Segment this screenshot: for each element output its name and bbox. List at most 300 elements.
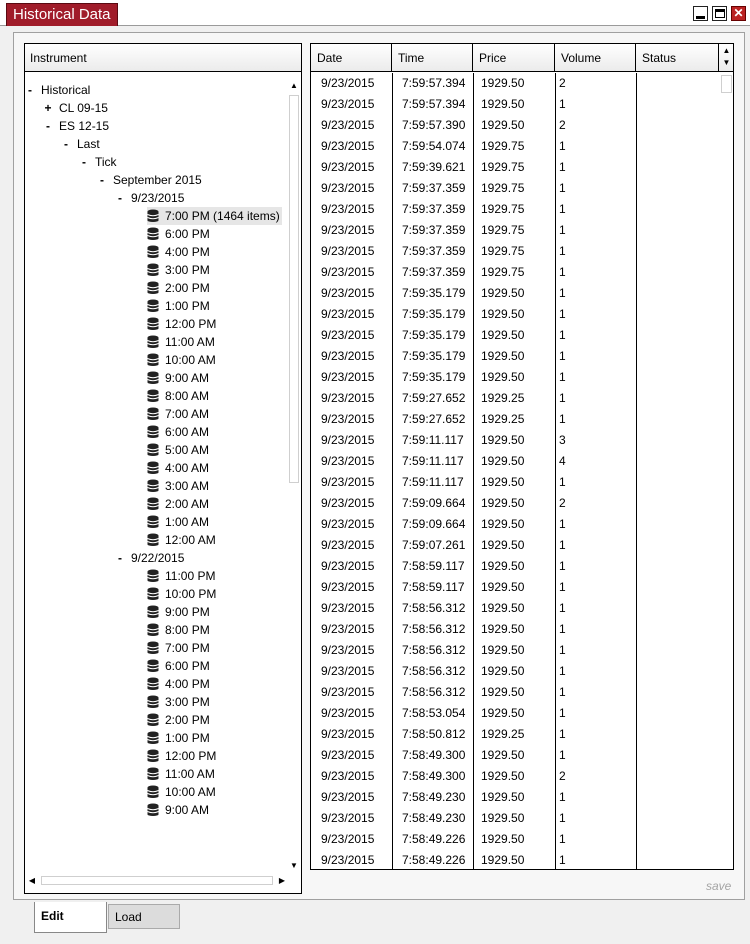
tree-item-timeslot[interactable] [147,711,210,729]
tree-item-label: 3:00 PM [165,263,210,277]
cell-time: 7:58:49.230 [402,811,466,825]
minimize-button[interactable] [693,6,708,21]
tree-item-timeslot[interactable] [147,441,209,459]
cell-status [642,241,717,262]
cell-status [642,451,717,472]
cell-volume: 1 [559,307,566,321]
cell-status [642,787,717,808]
table-row[interactable] [311,325,719,346]
tree-item-folder[interactable] [62,135,100,153]
tree-item-timeslot[interactable] [147,621,210,639]
cell-time: 7:59:37.359 [402,223,466,237]
tree-item-label: 9:00 AM [165,371,210,385]
table-row[interactable] [311,514,719,535]
cell-date: 9/23/2015 [321,328,375,342]
cell-price: 1929.75 [481,181,525,195]
table-row[interactable] [311,745,719,766]
column-header-volume[interactable]: Volume [555,44,636,72]
tree-item-label: 11:00 AM [165,767,215,781]
tree-hscroll-thumb[interactable] [41,876,273,885]
tree-item-timeslot[interactable] [147,531,216,549]
cell-date: 9/23/2015 [321,307,375,321]
table-row[interactable] [311,367,719,388]
tree-item-label: 10:00 AM [165,785,216,799]
cell-date: 9/23/2015 [321,160,375,174]
cell-date: 9/23/2015 [321,559,375,573]
database-icon [147,731,159,744]
cell-time: 7:59:09.664 [402,517,466,531]
cell-volume: 2 [559,496,566,510]
table-row[interactable] [311,661,719,682]
cell-volume: 4 [559,454,566,468]
tree-item-folder[interactable] [44,117,109,135]
cell-price: 1929.50 [481,790,525,804]
tree-item-timeslot[interactable] [147,225,210,243]
cell-time: 7:59:11.117 [402,475,464,489]
table-row[interactable] [311,388,719,409]
tree-item-label: 2:00 AM [165,497,210,511]
database-icon [147,623,159,636]
database-icon [147,659,159,672]
cell-time: 7:58:56.312 [402,622,466,636]
cell-volume: 2 [559,769,566,783]
tree-item-timeslot[interactable] [147,675,210,693]
table-row[interactable] [311,283,719,304]
table-row[interactable] [311,136,719,157]
database-icon [147,209,159,222]
cell-status [642,661,717,682]
cell-time: 7:58:49.226 [402,853,466,867]
column-header-status[interactable]: Status [636,44,719,72]
cell-status [642,556,717,577]
tree-item-label: 10:00 PM [165,587,217,601]
database-icon [147,587,159,600]
tree-item-timeslot[interactable] [147,639,210,657]
tree-item-timeslot[interactable] [147,315,216,333]
cell-time: 7:59:57.390 [402,118,466,132]
cell-date: 9/23/2015 [321,118,375,132]
tree-item-label: 4:00 AM [165,461,210,475]
cell-price: 1929.50 [481,454,525,468]
cell-price: 1929.50 [481,286,525,300]
collapse-icon[interactable]: - [100,173,104,187]
database-icon [147,371,159,384]
tree-item-timeslot[interactable] [147,729,210,747]
database-icon [147,263,159,276]
maximize-icon [715,9,725,18]
cell-volume: 1 [559,811,566,825]
cell-date: 9/23/2015 [321,97,375,111]
table-row[interactable] [311,430,719,451]
cell-date: 9/23/2015 [321,790,375,804]
tree-item-timeslot[interactable] [147,585,216,603]
cell-time: 7:58:49.300 [402,769,466,783]
cell-price: 1929.50 [481,706,525,720]
cell-time: 7:58:56.312 [402,685,466,699]
tree-item-label: 12:00 AM [165,533,216,547]
database-icon [147,353,159,366]
database-icon [147,641,159,654]
cell-status [642,619,717,640]
tree-item-label: 6:00 PM [165,227,210,241]
cell-time: 7:59:07.261 [402,538,466,552]
table-row[interactable] [311,808,719,829]
database-icon [147,677,159,690]
cell-date: 9/23/2015 [321,202,375,216]
cell-date: 9/23/2015 [321,685,375,699]
cell-date: 9/23/2015 [321,223,375,237]
tree-item-folder[interactable] [80,153,117,171]
database-icon [147,389,159,402]
tree-item-folder[interactable] [98,171,202,189]
table-row[interactable] [311,73,719,94]
cell-volume: 1 [559,748,566,762]
tab-load[interactable]: Load [108,904,180,929]
table-row[interactable] [311,640,719,661]
cell-date: 9/23/2015 [321,496,375,510]
column-header-date[interactable]: Date [311,44,392,72]
cell-price: 1929.50 [481,853,525,867]
tree-item-timeslot[interactable] [147,369,209,387]
cell-price: 1929.75 [481,139,525,153]
cell-date: 9/23/2015 [321,580,375,594]
cell-time: 7:58:49.300 [402,748,466,762]
scroll-right-icon[interactable]: ▶ [278,876,286,885]
database-icon [147,479,159,492]
cell-price: 1929.25 [481,391,525,405]
tree-item-label: 9:00 AM [165,803,210,817]
cell-price: 1929.50 [481,643,525,657]
table-row[interactable] [311,724,719,745]
tree-item-folder[interactable] [44,99,108,117]
table-row[interactable] [311,682,719,703]
tree-item-timeslot[interactable] [147,333,215,351]
cell-date: 9/23/2015 [321,139,375,153]
tree-item-label: 10:00 AM [165,353,216,367]
tree-item-timeslot[interactable] [147,405,209,423]
cell-volume: 1 [559,223,566,237]
database-icon [147,695,159,708]
tree-item-label: 4:00 PM [165,677,210,691]
minimize-icon [696,16,705,19]
grid-vertical-scrollbar[interactable] [720,44,733,869]
cell-volume: 1 [559,265,566,279]
database-icon [147,749,159,762]
cell-date: 9/23/2015 [321,433,375,447]
table-row[interactable] [311,472,719,493]
cell-date: 9/23/2015 [321,727,375,741]
tree-item-label: 1:00 PM [165,299,210,313]
cell-volume: 2 [559,118,566,132]
cell-status [642,157,717,178]
tree-item-timeslot[interactable] [147,423,209,441]
cell-price: 1929.50 [481,748,525,762]
tree-item-timeslot[interactable] [147,783,216,801]
cell-time: 7:58:50.812 [402,727,466,741]
cell-price: 1929.50 [481,307,525,321]
tree-item-timeslot[interactable] [147,495,209,513]
cell-volume: 1 [559,664,566,678]
table-row[interactable] [311,787,719,808]
database-icon [147,281,159,294]
tree-item-label: 9/23/2015 [131,191,185,205]
tree-item-folder[interactable] [116,189,184,207]
cell-status [642,262,717,283]
database-icon [147,785,159,798]
column-header-price[interactable]: Price [473,44,555,72]
tree-item-timeslot[interactable] [147,747,216,765]
cell-status [642,367,717,388]
cell-price: 1929.75 [481,265,525,279]
tree-item-label: 6:00 AM [165,425,210,439]
tree-item-label: 3:00 AM [165,479,210,493]
table-row[interactable] [311,304,719,325]
table-row[interactable] [311,451,719,472]
table-row[interactable] [311,619,719,640]
database-icon [147,497,159,510]
instrument-tree [25,77,287,872]
cell-price: 1929.50 [481,349,525,363]
tree-item-timeslot[interactable] [147,765,215,783]
table-row[interactable] [311,157,719,178]
collapse-icon[interactable]: - [28,83,32,97]
cell-date: 9/23/2015 [321,832,375,846]
collapse-icon[interactable]: - [118,191,122,205]
cell-time: 7:59:35.179 [402,307,466,321]
column-header-time[interactable]: Time [392,44,473,72]
tree-vertical-scrollbar[interactable] [288,81,300,871]
cell-status [642,493,717,514]
grid-scroll-thumb[interactable] [721,75,732,93]
cell-volume: 3 [559,433,566,447]
table-row[interactable] [311,577,719,598]
tree-header: Instrument [25,44,301,72]
scroll-up-icon[interactable]: ▲ [290,81,298,90]
cell-date: 9/23/2015 [321,769,375,783]
tree-item-label: ES 12-15 [59,119,110,133]
collapse-icon[interactable]: - [82,155,86,169]
cell-price: 1929.50 [481,118,525,132]
cell-time: 7:58:59.117 [402,559,465,573]
database-icon [147,767,159,780]
scroll-left-icon[interactable]: ◀ [28,876,36,885]
table-row[interactable] [311,94,719,115]
cell-volume: 1 [559,370,566,384]
collapse-icon[interactable]: - [46,119,50,133]
tree-item-timeslot[interactable] [147,279,210,297]
tree-item-label: 12:00 PM [165,749,217,763]
cell-status [642,115,717,136]
tree-item-timeslot[interactable] [147,567,215,585]
cell-status [642,829,717,850]
cell-date: 9/23/2015 [321,643,375,657]
cell-time: 7:59:35.179 [402,370,466,384]
cell-time: 7:59:09.664 [402,496,466,510]
tree-item-label: 8:00 AM [165,389,210,403]
cell-status [642,682,717,703]
cell-date: 9/23/2015 [321,412,375,426]
table-row[interactable] [311,241,719,262]
table-row[interactable] [311,220,719,241]
cell-time: 7:58:56.312 [402,643,466,657]
cell-volume: 1 [559,706,566,720]
tree-item-timeslot[interactable] [147,297,210,315]
tree-item-timeslot[interactable] [147,459,209,477]
expand-icon[interactable]: + [44,101,52,115]
cell-date: 9/23/2015 [321,391,375,405]
tree-item-timeslot[interactable] [147,513,209,531]
cell-price: 1929.25 [481,727,525,741]
grid-body [311,73,719,869]
cell-time: 7:59:57.394 [402,76,466,90]
tree-item-label: Last [77,137,100,151]
cell-volume: 1 [559,832,566,846]
cell-status [642,535,717,556]
table-row[interactable] [311,199,719,220]
tree-item-timeslot[interactable] [147,477,209,495]
tab-edit[interactable]: Edit [34,902,107,933]
table-row[interactable] [311,346,719,367]
cell-status [642,472,717,493]
cell-time: 7:59:27.652 [402,412,466,426]
grid-header [311,44,733,72]
tree-item-timeslot[interactable] [147,603,210,621]
table-row[interactable] [311,598,719,619]
tree-item-timeslot[interactable] [147,657,210,675]
cell-price: 1929.50 [481,601,525,615]
cell-time: 7:59:27.652 [402,391,466,405]
cell-status [642,283,717,304]
tree-item-label: 9:00 PM [165,605,210,619]
table-row[interactable] [311,409,719,430]
tree-item-timeslot[interactable] [147,351,216,369]
tree-item-label: 3:00 PM [165,695,210,709]
tree-item-timeslot[interactable] [147,207,282,225]
cell-date: 9/23/2015 [321,181,375,195]
table-row[interactable] [311,262,719,283]
cell-volume: 1 [559,790,566,804]
cell-time: 7:58:56.312 [402,601,466,615]
scroll-down-icon[interactable]: ▼ [290,861,298,870]
save-link[interactable]: save [706,879,732,893]
table-row[interactable] [311,115,719,136]
cell-date: 9/23/2015 [321,475,375,489]
window-title: Historical Data [6,3,118,26]
cell-price: 1929.75 [481,202,525,216]
table-row[interactable] [311,766,719,787]
database-icon [147,317,159,330]
tree-item-label: 2:00 PM [165,713,210,727]
cell-status [642,808,717,829]
tree-item-label: 2:00 PM [165,281,210,295]
database-icon [147,443,159,456]
cell-date: 9/23/2015 [321,622,375,636]
database-icon [147,245,159,258]
cell-status [642,745,717,766]
table-row[interactable] [311,178,719,199]
cell-time: 7:59:37.359 [402,244,466,258]
table-row[interactable] [311,703,719,724]
tree-horizontal-scrollbar[interactable] [27,874,289,888]
cell-volume: 1 [559,97,566,111]
cell-date: 9/23/2015 [321,454,375,468]
tree-item-label: CL 09-15 [59,101,108,115]
database-icon [147,515,159,528]
tree-scroll-thumb[interactable] [289,95,299,483]
cell-status [642,94,717,115]
cell-date: 9/23/2015 [321,244,375,258]
cell-time: 7:59:39.621 [402,160,466,174]
tree-item-folder[interactable] [116,549,184,567]
table-row[interactable] [311,556,719,577]
cell-price: 1929.50 [481,559,525,573]
tree-item-timeslot[interactable] [147,801,209,819]
cell-time: 7:58:49.230 [402,790,466,804]
cell-price: 1929.75 [481,160,525,174]
cell-time: 7:59:37.359 [402,181,466,195]
grid-scroll-up-icon[interactable]: ▲ [722,46,731,55]
table-row[interactable] [311,493,719,514]
cell-price: 1929.50 [481,832,525,846]
cell-volume: 1 [559,391,566,405]
cell-volume: 1 [559,349,566,363]
cell-volume: 1 [559,643,566,657]
cell-status [642,136,717,157]
cell-volume: 1 [559,622,566,636]
tree-item-folder[interactable] [26,81,90,99]
database-icon [147,533,159,546]
cell-price: 1929.50 [481,496,525,510]
cell-volume: 1 [559,538,566,552]
table-row[interactable] [311,829,719,850]
cell-status [642,346,717,367]
cell-status [642,199,717,220]
cell-status [642,724,717,745]
cell-price: 1929.50 [481,580,525,594]
grid-scroll-down-top-icon[interactable]: ▼ [722,58,731,67]
tree-item-timeslot[interactable] [147,261,210,279]
cell-price: 1929.50 [481,370,525,384]
collapse-icon[interactable]: - [64,137,68,151]
database-icon [147,407,159,420]
cell-volume: 1 [559,160,566,174]
close-button[interactable] [731,6,746,21]
tree-item-label: Tick [95,155,117,169]
table-row[interactable] [311,850,719,869]
cell-date: 9/23/2015 [321,811,375,825]
cell-price: 1929.50 [481,811,525,825]
cell-price: 1929.50 [481,622,525,636]
tree-item-timeslot[interactable] [147,387,209,405]
cell-price: 1929.50 [481,76,525,90]
cell-price: 1929.50 [481,685,525,699]
tree-item-timeslot[interactable] [147,693,210,711]
cell-date: 9/23/2015 [321,517,375,531]
database-icon [147,803,159,816]
cell-date: 9/23/2015 [321,76,375,90]
collapse-icon[interactable]: - [118,551,122,565]
cell-time: 7:58:53.054 [402,706,466,720]
tree-item-timeslot[interactable] [147,243,210,261]
tree-item-label: 11:00 AM [165,335,215,349]
cell-date: 9/23/2015 [321,853,375,867]
cell-status [642,598,717,619]
tree-item-label: September 2015 [113,173,202,187]
tree-item-label: 5:00 AM [165,443,210,457]
maximize-button[interactable] [712,6,727,21]
tree-item-label: 1:00 PM [165,731,210,745]
table-row[interactable] [311,535,719,556]
